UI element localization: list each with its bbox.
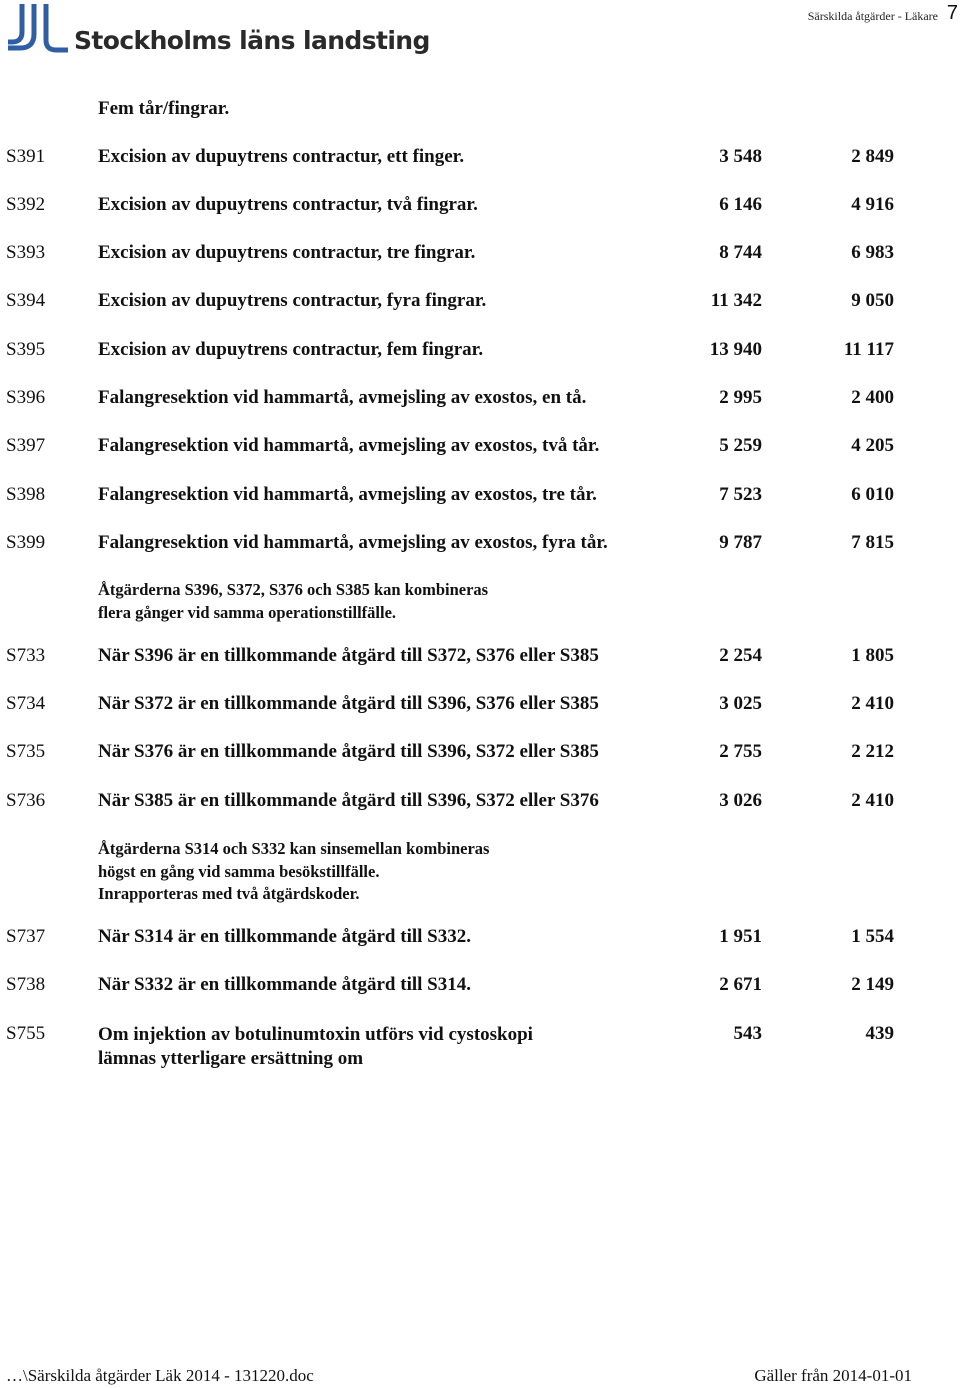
price-1: 3 548 — [719, 146, 762, 167]
price-2: 2 410 — [851, 790, 894, 811]
description-line: Om injektion av botulinumtoxin utförs vid cystoskopi — [98, 1024, 533, 1045]
procedure-description: Excision av dupuytrens contractur, två fingrar. — [98, 194, 478, 215]
procedure-description: Excision av dupuytrens contractur, fyra fingrar. — [98, 290, 487, 311]
price-2: 439 — [865, 1023, 894, 1044]
procedure-description: När S376 är en tillkommande åtgärd till S396, S372 eller S385 — [98, 741, 599, 762]
price-2: 2 149 — [851, 974, 894, 995]
price-2: 1 554 — [851, 926, 894, 947]
footer-valid-from: Gäller från 2014-01-01 — [754, 1366, 912, 1385]
org-logo — [6, 2, 430, 58]
table-row — [0, 146, 960, 172]
procedure-description: Falangresektion vid hammartå, avmejsling av exostos, en tå. — [98, 387, 587, 408]
table-row — [0, 194, 960, 220]
procedure-description: Falangresektion vid hammartå, avmejsling av exostos, fyra tår. — [98, 532, 608, 553]
procedure-code: S399 — [6, 532, 46, 553]
price-1: 6 146 — [719, 194, 762, 215]
table-row — [0, 242, 960, 268]
procedure-code: S733 — [6, 645, 46, 666]
price-2: 2 410 — [851, 693, 894, 714]
price-2: 4 916 — [851, 194, 894, 215]
procedure-code: S392 — [6, 194, 46, 215]
price-1: 2 995 — [719, 387, 762, 408]
price-1: 2 254 — [719, 645, 762, 666]
note-line: flera gånger vid samma operationstillfälle. — [98, 602, 397, 622]
price-1: 3 025 — [719, 693, 762, 714]
procedure-description: Excision av dupuytrens contractur, ett finger. — [98, 146, 465, 167]
procedure-description — [98, 1023, 533, 1071]
procedure-code: S398 — [6, 484, 46, 505]
table-row — [0, 1023, 960, 1073]
price-2: 11 117 — [843, 339, 894, 360]
procedure-code: S737 — [6, 926, 46, 947]
price-1: 13 940 — [709, 339, 762, 360]
price-2: 2 849 — [851, 146, 894, 167]
procedure-description: Falangresektion vid hammartå, avmejsling av exostos, tre tår. — [98, 484, 597, 505]
procedure-description: Falangresektion vid hammartå, avmejsling av exostos, två tår. — [98, 435, 600, 456]
table-row — [0, 387, 960, 413]
table-row — [0, 974, 960, 1000]
table-row — [0, 741, 960, 767]
table-row — [0, 339, 960, 365]
section-title: Fem tår/fingrar. — [98, 98, 230, 119]
procedure-description: När S372 är en tillkommande åtgärd till S396, S376 eller S385 — [98, 693, 599, 714]
price-1: 7 523 — [719, 484, 762, 505]
note-block — [98, 838, 489, 906]
procedure-code: S735 — [6, 741, 46, 762]
table-row — [0, 484, 960, 510]
description-line: lämnas ytterligare ersättning om — [98, 1048, 364, 1069]
price-1: 2 671 — [719, 974, 762, 995]
procedure-description: När S385 är en tillkommande åtgärd till S396, S372 eller S376 — [98, 790, 599, 811]
price-2: 6 010 — [851, 484, 894, 505]
price-2: 2 212 — [851, 741, 894, 762]
procedure-code: S397 — [6, 435, 46, 456]
table-row — [0, 532, 960, 558]
procedure-description: När S332 är en tillkommande åtgärd till S314. — [98, 974, 471, 995]
table-row — [0, 926, 960, 952]
procedure-code: S396 — [6, 387, 46, 408]
price-1: 8 744 — [719, 242, 762, 263]
price-1: 543 — [733, 1023, 762, 1044]
page-number: 7 — [946, 2, 958, 24]
price-2: 9 050 — [851, 290, 894, 311]
procedure-description: Excision av dupuytrens contractur, fem fingrar. — [98, 339, 484, 360]
procedure-code: S736 — [6, 790, 46, 811]
procedure-code: S391 — [6, 146, 46, 167]
price-2: 4 205 — [851, 435, 894, 456]
procedure-code: S734 — [6, 693, 46, 714]
procedure-code: S755 — [6, 1023, 46, 1044]
document-title: Särskilda åtgärder - Läkare — [807, 9, 938, 23]
procedure-code: S738 — [6, 974, 46, 995]
price-1: 11 342 — [710, 290, 762, 311]
table-row — [0, 693, 960, 719]
procedure-code: S395 — [6, 339, 46, 360]
price-1: 3 026 — [719, 790, 762, 811]
price-1: 1 951 — [719, 926, 762, 947]
table-row — [0, 290, 960, 316]
org-name: Stockholms läns landsting — [74, 26, 430, 55]
price-2: 2 400 — [851, 387, 894, 408]
footer-file-path: …\Särskilda åtgärder Läk 2014 - 131220.doc — [6, 1366, 314, 1385]
procedure-description: När S396 är en tillkommande åtgärd till S372, S376 eller S385 — [98, 645, 599, 666]
procedure-code: S393 — [6, 242, 46, 263]
note-block — [98, 579, 488, 624]
note-line: Åtgärderna S396, S372, S376 och S385 kan kombineras — [98, 580, 489, 599]
price-2: 7 815 — [851, 532, 894, 553]
procedure-code: S394 — [6, 290, 46, 311]
price-1: 9 787 — [719, 532, 762, 553]
price-2: 1 805 — [851, 645, 894, 666]
table-row — [0, 645, 960, 671]
note-line: Inrapporteras med två åtgärdskoder. — [98, 884, 360, 903]
procedure-description: Excision av dupuytrens contractur, tre fingrar. — [98, 242, 476, 263]
sll-logo-icon — [6, 2, 70, 56]
table-row — [0, 790, 960, 816]
price-1: 5 259 — [719, 435, 762, 456]
table-row — [0, 435, 960, 461]
procedure-description: När S314 är en tillkommande åtgärd till S332. — [98, 926, 471, 947]
note-line: högst en gång vid samma besökstillfälle. — [98, 861, 380, 881]
price-2: 6 983 — [851, 242, 894, 263]
note-line: Åtgärderna S314 och S332 kan sinsemellan kombineras — [98, 839, 490, 858]
price-1: 2 755 — [719, 741, 762, 762]
